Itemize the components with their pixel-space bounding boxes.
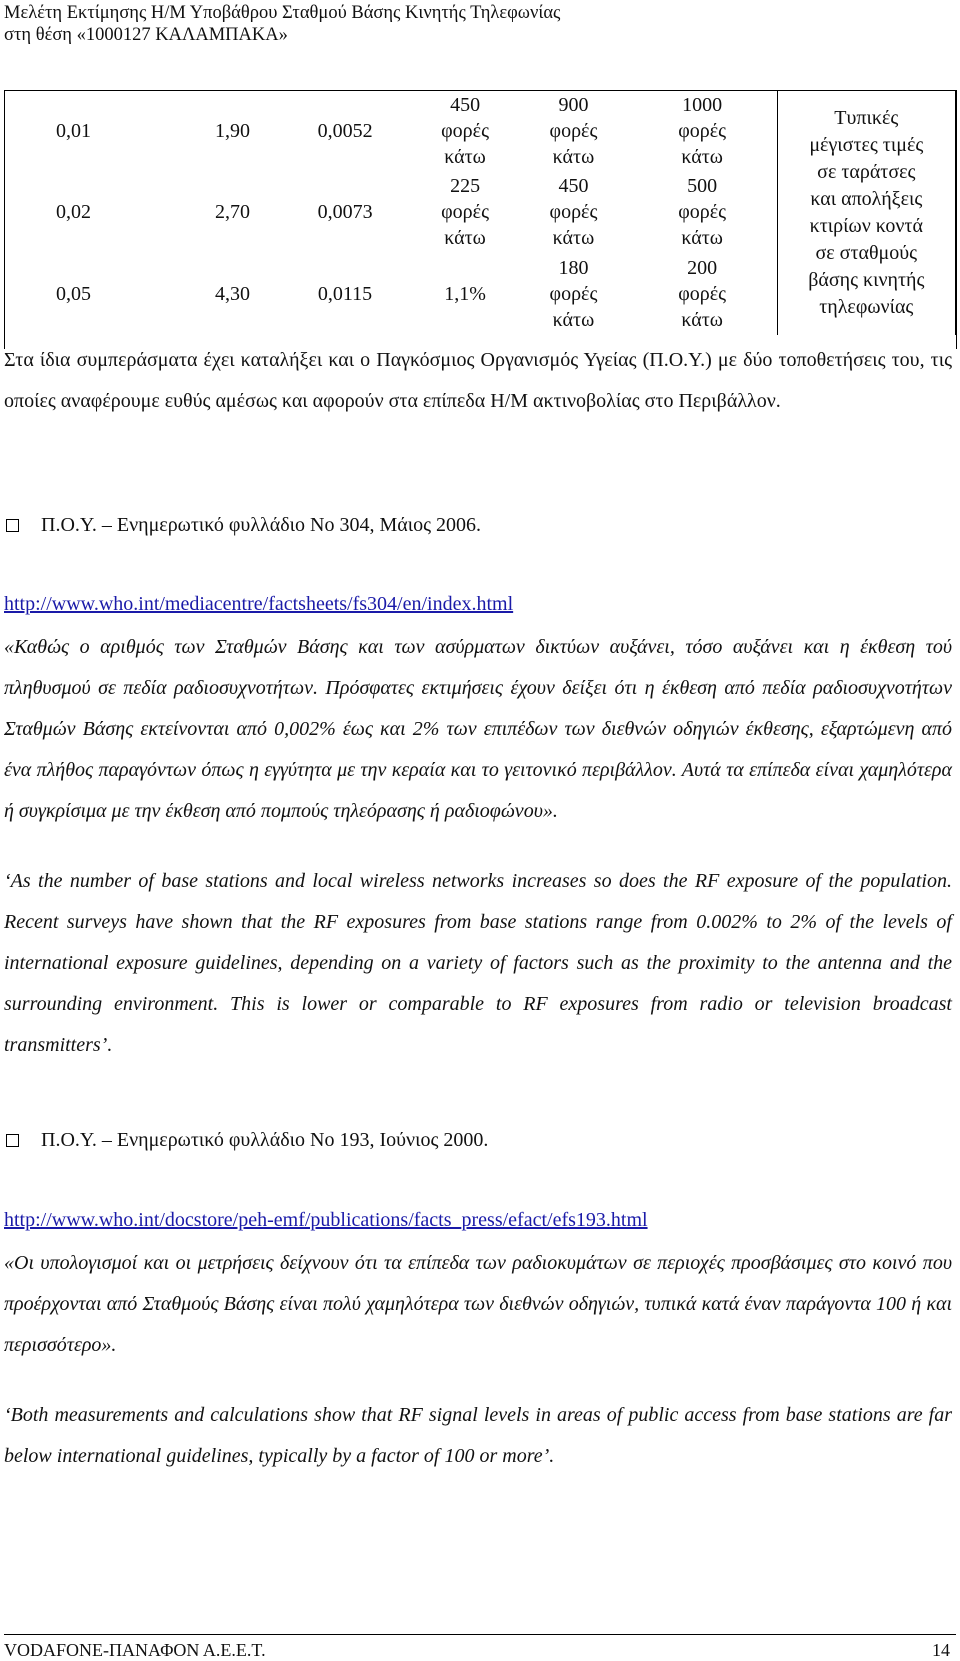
quote-english: ‘Both measurements and calculations show that RF signal levels in areas of public access from base stations are far below international guidelines, typically by a factor of 100 or more’. (4, 1404, 952, 1467)
reference-text: Π.Ο.Υ. – Ενημερωτικό φυλλάδιο Νο 304, Μάιος 2006. (41, 514, 482, 536)
table-cell: 0,02 (56, 200, 91, 223)
checkbox-bullet-icon (6, 519, 19, 532)
reference-bullet (4, 513, 481, 537)
table-cell: 4,30 (214, 282, 250, 305)
who-factsheet-193-link[interactable]: http://www.who.int/docstore/peh-emf/publications/facts_press/efact/efs193.html (4, 1209, 648, 1231)
table-cell: 500 φορές κάτω (678, 174, 727, 249)
footer-company: VODAFONE-ΠΑΝΑΦΟΝ Α.Ε.Ε.Τ. (4, 1640, 266, 1660)
quote-greek: «Οι υπολογισμοί και οι μετρήσεις δείχνουν ότι τα επίπεδα των ραδιοκυμάτων σε περιοχές προσβάσιμες στο κοινό που προέρχονται από Σταθμούς Βάσης είναι πολύ χαμηλότερα των διεθνών οδηγιών, τυπικά κατά έναν παράγοντα 100 ή και περισσότερο». (4, 1252, 952, 1356)
table-cell: 0,0073 (317, 200, 373, 223)
quote-greek: «Καθώς ο αριθμός των Σταθμών Βάσης και των ασύρματων δικτύων αυξάνει, τόσο αυξάνει και η έκθεση τού πληθυσμού σε πεδία ραδιοσυχνοτήτων. Πρόσφατες εκτιμήσεις έχουν δείξει ότι η έκθεση από πεδία ραδιοσυχνοτήτων Σταθμών Βάσης εκτείνονται από 0,002% έως και 2% των επιπέδων των διεθνών οδηγιών έκθεσης, εξαρτώμενη από ένα πλήθος παραγόντων όπως η εγγύτητα με την κεραία και το γειτονικό περιβάλλον. Αυτά τα επίπεδα είναι χαμηλότερα ή συγκρίσιμα με την έκθεση από πομπούς τηλεόρασης ή ραδιοφώνου». (4, 636, 952, 822)
table-note-cell: Τυπικές μέγιστες τιμές σε ταράτσες και απολήξεις κτιρίων κοντά σε σταθμούς βάσης κινητής τηλεφωνίας (777, 91, 955, 335)
table-cell: 0,0052 (317, 119, 373, 142)
table-cell: 900 φορές κάτω (549, 93, 598, 168)
who-factsheet-304-link[interactable]: http://www.who.int/mediacentre/factsheets/fs304/en/index.html (4, 593, 514, 615)
table-cell: 180 φορές κάτω (549, 256, 598, 331)
table-cell: 450 φορές κάτω (549, 174, 598, 249)
table-cell: 225 φορές κάτω (441, 174, 489, 249)
table-cell: 1,90 (214, 119, 250, 142)
table-cell: 1,1% (444, 282, 486, 305)
table-cell: 200 φορές κάτω (678, 256, 727, 331)
page-number: 14 (932, 1640, 950, 1660)
header-title: Μελέτη Εκτίμησης Η/Μ Υποβάθρου Σταθμού Βάσης Κινητής Τηλεφωνίας (4, 3, 561, 23)
checkbox-bullet-icon (6, 1134, 19, 1147)
exposure-table (4, 90, 956, 335)
header-subtitle: στη θέση «1000127 ΚΑΛΑΜΠΑΚΑ» (4, 25, 288, 45)
quote-english: ‘As the number of base stations and local wireless networks increases so does the RF exposure of the population. Recent surveys have shown that the RF exposures from base stations range from 0.002% to 2% of the levels of international exposure guidelines, depending on a variety of factors such as the proximity to the antenna and the surrounding environment. This is lower or comparable to RF exposures from radio or television broadcast transmitters’. (4, 870, 952, 1056)
table-cell: 0,01 (56, 119, 91, 142)
table-row (4, 91, 956, 171)
reference-text: Π.Ο.Υ. – Ενημερωτικό φυλλάδιο Νο 193, Ιούνιος 2000. (41, 1129, 489, 1151)
table-cell: 450 φορές κάτω (441, 93, 489, 168)
table-cell: 0,05 (56, 282, 91, 305)
table-cell: 1000 φορές κάτω (678, 93, 727, 168)
table-cell: 2,70 (214, 200, 250, 223)
table-cell: 0,0115 (317, 282, 373, 305)
intro-paragraph: Στα ίδια συμπεράσματα έχει καταλήξει και ο Παγκόσμιος Οργανισμός Υγείας (Π.Ο.Υ.) με δύο τοποθετήσεις του, τις οποίες αναφέρουμε ευθύς αμέσως και αφορούν στα επίπεδα Η/Μ ακτινοβολίας στο Περιβάλλον. (4, 349, 952, 412)
page-header (4, 2, 904, 46)
reference-bullet (4, 1128, 488, 1152)
footer-rule (4, 1634, 956, 1635)
